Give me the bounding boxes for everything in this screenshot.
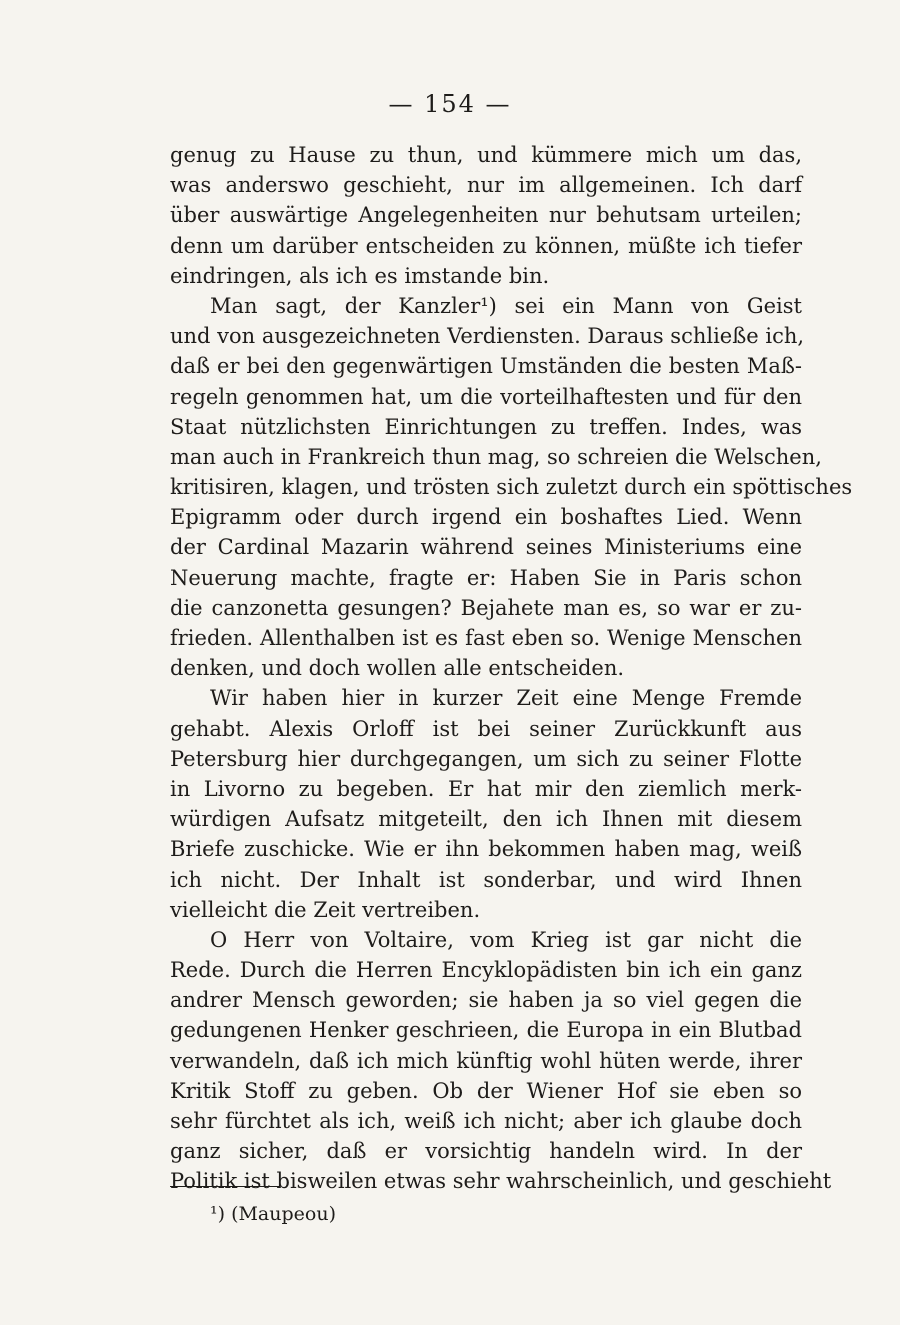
text-line: was anderswo geschieht, nur im allgemeinen. Ich darf [170, 173, 802, 198]
text-line: man auch in Frankreich thun mag, so schreien die Welschen, [170, 444, 822, 469]
footnote: ¹) (Maupeou) [210, 1203, 336, 1225]
text-line: die canzonetta gesungen? Bejahete man es, so war er zu- [170, 595, 802, 620]
paragraph-start-line: Wir haben hier in kurzer Zeit eine Menge Fremde [210, 686, 802, 711]
paragraph-start-line: O Herr von Voltaire, vom Krieg ist gar nicht die [210, 927, 802, 952]
text-line: in Livorno zu begeben. Er hat mir den ziemlich merk- [170, 776, 802, 801]
text-line: daß er bei den gegenwärtigen Umständen die besten Maß- [170, 354, 802, 379]
text-line: Politik ist bisweilen etwas sehr wahrscheinlich, und geschieht [170, 1169, 832, 1194]
paragraph-start-line: Man sagt, der Kanzler¹) sei ein Mann von Geist [210, 293, 802, 318]
text-line: über auswärtige Angelegenheiten nur behutsam urteilen; [170, 203, 802, 228]
text-line: Rede. Durch die Herren Encyklopädisten bin ich ein ganz [170, 958, 802, 983]
text-line: vielleicht die Zeit vertreiben. [170, 897, 481, 922]
body-text [170, 140, 853, 1197]
text-line: Kritik Stoff zu geben. Ob der Wiener Hof sie eben so [170, 1078, 802, 1103]
text-line: ich nicht. Der Inhalt ist sonderbar, und wird Ihnen [170, 867, 802, 892]
text-line: der Cardinal Mazarin während seines Ministeriums eine [170, 535, 802, 560]
text-line: sehr fürchtet als ich, weiß ich nicht; aber ich glaube doch [170, 1109, 802, 1133]
text-line: Neuerung machte, fragte er: Haben Sie in Paris schon [170, 565, 802, 590]
text-line: Petersburg hier durchgegangen, um sich zu seiner Flotte [170, 746, 802, 771]
text-line: und von ausgezeichneten Verdiensten. Daraus schließe ich, [170, 324, 805, 349]
text-line: regeln genommen hat, um die vorteilhaftesten und für den [170, 384, 802, 409]
text-line: ganz sicher, daß er vorsichtig handeln wird. In der [170, 1139, 802, 1164]
text-line: andrer Mensch geworden; sie haben ja so viel gegen die [170, 988, 802, 1013]
text-line: genug zu Hause zu thun, und kümmere mich um das, [170, 143, 802, 167]
footnote-divider [170, 1186, 280, 1187]
text-line: würdigen Aufsatz mitgeteilt, den ich Ihnen mit diesem [170, 807, 802, 832]
text-line: denken, und doch wollen alle entscheiden. [170, 656, 625, 681]
text-line: Staat nützlichsten Einrichtungen zu treffen. Indes, was [170, 414, 802, 439]
text-line: kritisiren, klagen, und trösten sich zuletzt durch ein spöttisches [170, 475, 853, 500]
text-line: gedungenen Henker geschrieen, die Europa in ein Blutbad [170, 1018, 802, 1043]
text-line: Briefe zuschicke. Wie er ihn bekommen haben mag, weiß [170, 837, 802, 862]
text-line: denn um darüber entscheiden zu können, müßte ich tiefer [170, 233, 802, 258]
page-number: — 154 — [388, 90, 512, 118]
text-line: Epigramm oder durch irgend ein boshaftes Lied. Wenn [170, 505, 802, 530]
text-line: verwandeln, daß ich mich künftig wohl hüten werde, ihrer [170, 1048, 802, 1073]
text-line: eindringen, als ich es imstande bin. [170, 263, 550, 288]
text-line: frieden. Allenthalben ist es fast eben so. Wenige Menschen [170, 626, 802, 650]
text-line: gehabt. Alexis Orloff ist bei seiner Zurückkunft aus [170, 716, 802, 741]
